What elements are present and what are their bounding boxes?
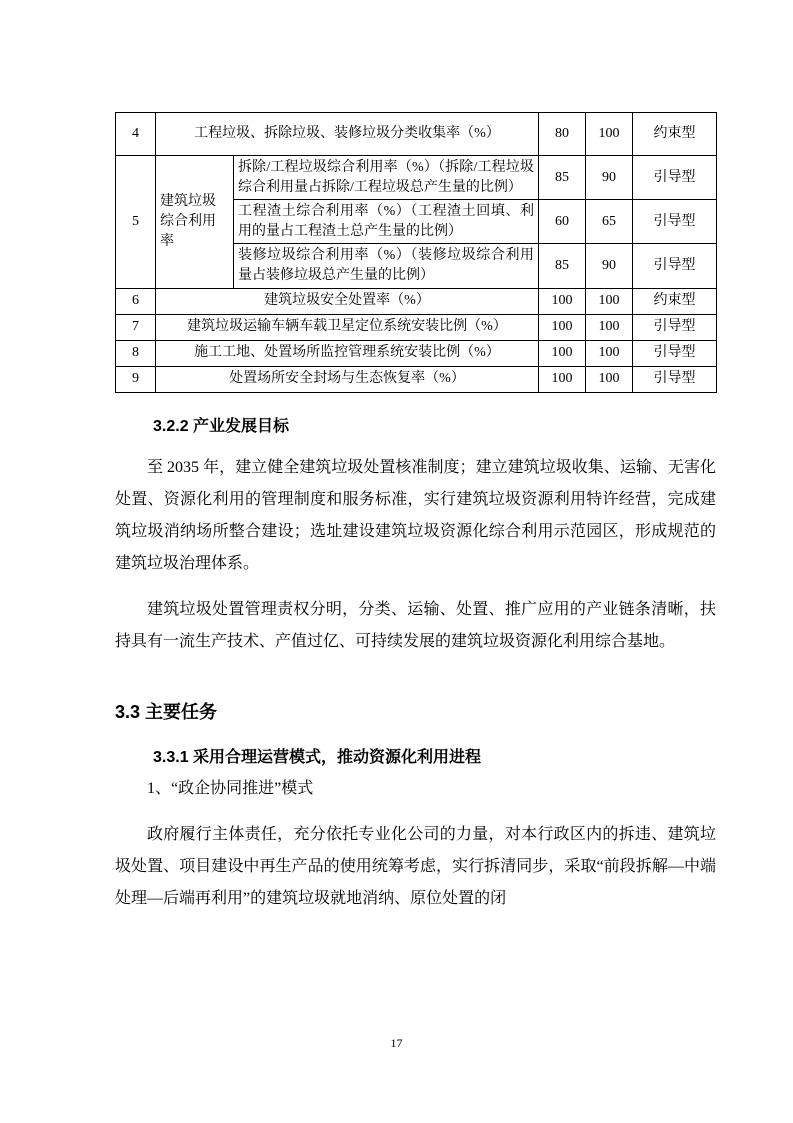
indicator-cell: 拆除/工程垃圾综合利用率（%）（拆除/工程垃圾综合利用量占拆除/工程垃圾总产生量的比例） (234, 156, 539, 200)
row-number-cell: 6 (116, 288, 156, 314)
value-1-cell: 100 (539, 366, 586, 392)
value-2-cell: 100 (586, 113, 633, 156)
value-2-cell: 100 (586, 340, 633, 366)
list-item-government-enterprise-mode: 1、“政企协同推进”模式 (147, 779, 314, 797)
indicator-cell: 建筑垃圾运输车辆车载卫星定位系统安装比例（%） (156, 314, 539, 340)
value-2-cell: 90 (586, 156, 633, 200)
value-1-cell: 80 (539, 113, 586, 156)
row-number-cell: 4 (116, 113, 156, 156)
indicator-cell: 建筑垃圾安全处置率（%） (156, 288, 539, 314)
row-number-cell: 8 (116, 340, 156, 366)
type-cell: 引导型 (633, 340, 717, 366)
indicator-cell: 处置场所安全封场与生态恢复率（%） (156, 366, 539, 392)
table-row (116, 314, 717, 340)
table-row (116, 113, 717, 156)
paragraph-industry-chain: 建筑垃圾处置管理责权分明，分类、运输、处置、推广应用的产业链条清晰，扶持具有一流生产技术、产值过亿、可持续发展的建筑垃圾资源化利用综合基地。 (115, 600, 716, 650)
value-1-cell: 85 (539, 244, 586, 288)
table-row (116, 288, 717, 314)
paragraph-2035-goal: 至 2035 年，建立健全建筑垃圾处置核准制度；建立建筑垃圾收集、运输、无害化处置、资源化利用的管理制度和服务标准，实行建筑垃圾资源利用特许经营，完成建筑垃圾消纳场所整合建设；选址建设建筑垃圾资源化综合利用示范园区，形成规范的建筑垃圾治理体系。 (115, 458, 716, 572)
row-number-cell: 7 (116, 314, 156, 340)
table-row (116, 156, 717, 200)
heading-operation-mode: 3.3.1 采用合理运营模式，推动资源化利用进程 (153, 748, 482, 766)
page-number: 17 (390, 1036, 403, 1050)
type-cell: 引导型 (633, 200, 717, 244)
value-2-cell: 65 (586, 200, 633, 244)
value-2-cell: 90 (586, 244, 633, 288)
value-1-cell: 100 (539, 288, 586, 314)
heading-industry-development-goal: 3.2.2 产业发展目标 (153, 417, 290, 435)
heading-main-tasks: 3.3 主要任务 (115, 701, 218, 722)
value-1-cell: 85 (539, 156, 586, 200)
type-cell: 引导型 (633, 366, 717, 392)
row-number-cell: 9 (116, 366, 156, 392)
indicator-cell: 装修垃圾综合利用率（%）（装修垃圾综合利用量占装修垃圾总产生量的比例） (234, 244, 539, 288)
paragraph-government-responsibility: 政府履行主体责任，充分依托专业化公司的力量，对本行政区内的拆违、建筑垃圾处置、项目建设中再生产品的使用统筹考虑，实行拆清同步，采取“前段拆解—中端处理—后端再利用”的建筑垃圾就地消纳、原位处置的闭 (115, 825, 716, 907)
type-cell: 约束型 (633, 288, 717, 314)
value-1-cell: 60 (539, 200, 586, 244)
type-cell: 引导型 (633, 156, 717, 200)
value-2-cell: 100 (586, 288, 633, 314)
indicator-cell: 工程垃圾、拆除垃圾、装修垃圾分类收集率（%） (156, 113, 539, 156)
type-cell: 引导型 (633, 314, 717, 340)
page-content (115, 112, 716, 915)
category-cell: 建筑垃圾综合利用率 (156, 156, 234, 289)
type-cell: 约束型 (633, 113, 717, 156)
row-number-cell: 5 (116, 156, 156, 289)
value-1-cell: 100 (539, 314, 586, 340)
value-1-cell: 100 (539, 340, 586, 366)
planning-indicator-table (115, 112, 717, 393)
indicator-cell: 施工工地、处置场所监控管理系统安装比例（%） (156, 340, 539, 366)
table-row (116, 366, 717, 392)
table-row (116, 340, 717, 366)
indicator-cell: 工程渣土综合利用率（%）（工程渣土回填、利用的量占工程渣土总产生量的比例） (234, 200, 539, 244)
value-2-cell: 100 (586, 314, 633, 340)
type-cell: 引导型 (633, 244, 717, 288)
value-2-cell: 100 (586, 366, 633, 392)
